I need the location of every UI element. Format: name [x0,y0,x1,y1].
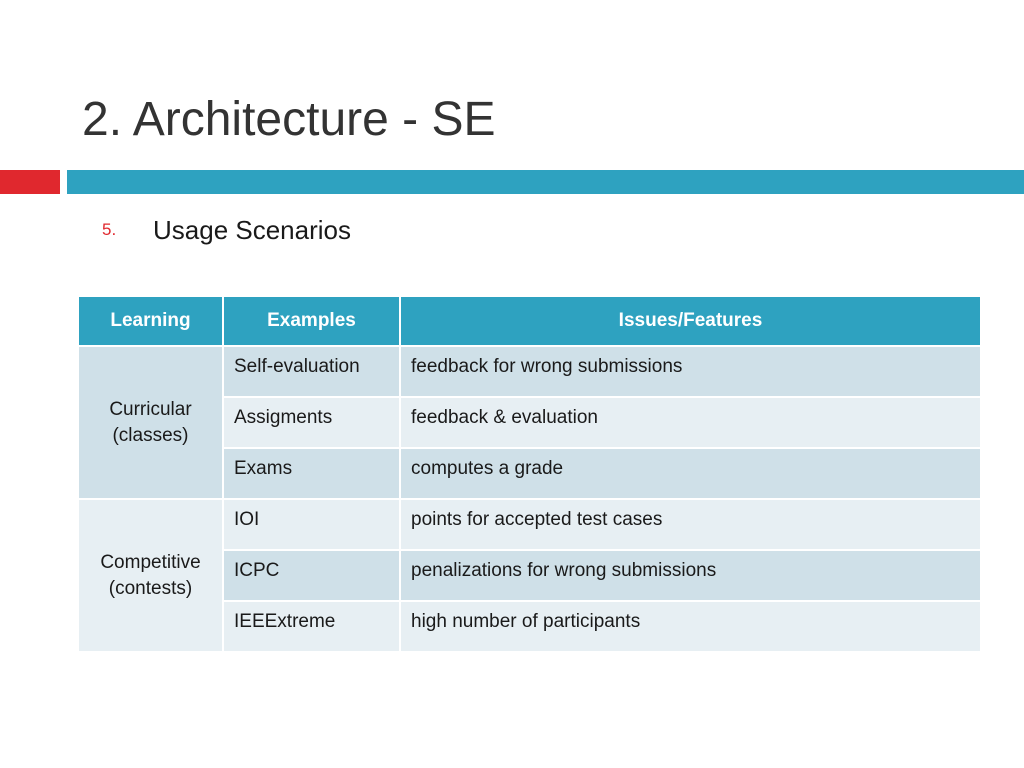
table-row [78,346,981,397]
group-cell-curricular [78,346,223,499]
list-item-usage-scenarios: Usage Scenarios [153,215,351,245]
feature-cell: penalizations for wrong submissions [400,550,981,601]
header-examples: Examples [223,296,400,346]
table-row [78,499,981,550]
title-underline-red-bar [0,170,60,194]
example-cell: Assigments [223,397,400,448]
header-issues-features: Issues/Features [400,296,981,346]
example-cell: IEEExtreme [223,601,400,652]
example-cell: ICPC [223,550,400,601]
group-label-line: Competitive [100,551,201,573]
example-cell: Self-evaluation [223,346,400,397]
slide-title: 2. Architecture - SE [82,93,496,146]
feature-cell: computes a grade [400,448,981,499]
usage-scenarios-table [77,295,982,653]
feature-cell: points for accepted test cases [400,499,981,550]
feature-cell: feedback for wrong submissions [400,346,981,397]
feature-cell: feedback & evaluation [400,397,981,448]
example-cell: IOI [223,499,400,550]
group-label-line: (contests) [108,577,193,599]
group-label-line: (classes) [112,424,189,446]
feature-cell: high number of participants [400,601,981,652]
group-label-line: Curricular [109,398,192,420]
group-cell-competitive [78,499,223,652]
title-underline-blue-bar [67,170,1024,194]
table-header-row [78,296,981,346]
header-learning: Learning [78,296,223,346]
list-marker: 5. [102,220,117,239]
example-cell: Exams [223,448,400,499]
